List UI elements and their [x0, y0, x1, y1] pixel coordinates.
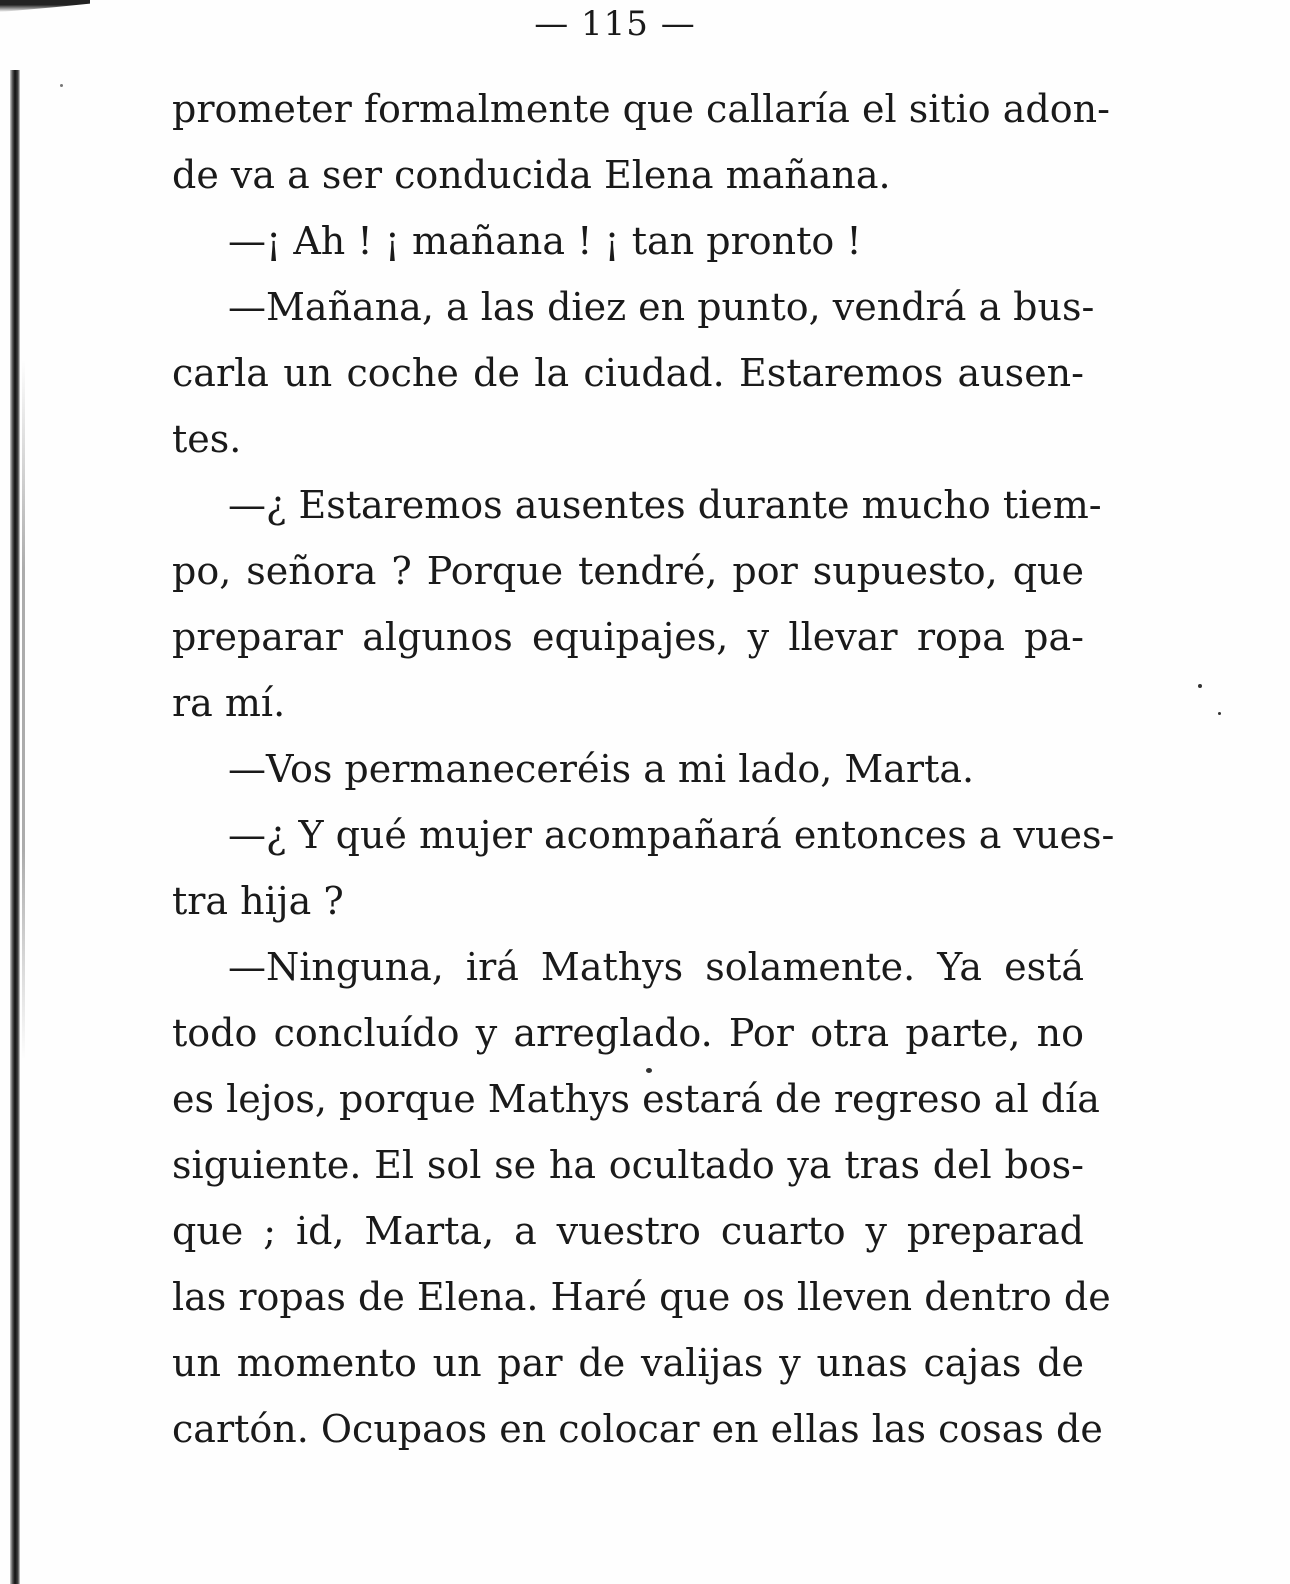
- text-line: carla un coche de la ciudad. Estaremos ausen-: [172, 351, 1084, 395]
- scan-speck: [60, 84, 63, 87]
- text-line: —Ninguna, irá Mathys solamente. Ya está: [228, 945, 1084, 989]
- text-line: tes.: [172, 417, 242, 461]
- text-line: po, señora ? Porque tendré, por supuesto, que: [172, 549, 1084, 593]
- text-line: es lejos, porque Mathys estará de regreso al día: [172, 1077, 1100, 1121]
- text-line: tra hija ?: [172, 879, 344, 923]
- page-number: — 115 —: [534, 4, 696, 44]
- text-line: un momento un par de valijas y unas cajas de: [172, 1341, 1084, 1385]
- scan-speck: [1198, 684, 1202, 688]
- text-line: todo concluído y arreglado. Por otra parte, no: [172, 1011, 1084, 1055]
- text-line: —¿ Y qué mujer acompañará entonces a vues-: [228, 813, 1115, 857]
- text-line: —¡ Ah ! ¡ mañana ! ¡ tan pronto !: [228, 219, 862, 263]
- scan-speck: [646, 1068, 652, 1073]
- text-line: siguiente. El sol se ha ocultado ya tras del bos-: [172, 1143, 1084, 1187]
- text-line: —¿ Estaremos ausentes durante mucho tiem-: [228, 483, 1102, 527]
- text-line: —Mañana, a las diez en punto, vendrá a bus-: [228, 285, 1095, 329]
- binding-shadow: [22, 360, 25, 1060]
- text-line: cartón. Ocupaos en colocar en ellas las cosas de: [172, 1407, 1103, 1451]
- text-line: ra mí.: [172, 681, 286, 725]
- text-line: preparar algunos equipajes, y llevar ropa pa-: [172, 615, 1084, 659]
- body-text: [172, 76, 1115, 1462]
- text-line: que ; id, Marta, a vuestro cuarto y preparad: [172, 1209, 1084, 1253]
- text-line: —Vos permaneceréis a mi lado, Marta.: [228, 747, 975, 791]
- binding-edge: [10, 70, 20, 1584]
- text-line: prometer formalmente que callaría el sitio adon-: [172, 87, 1110, 131]
- text-line: de va a ser conducida Elena mañana.: [172, 153, 891, 197]
- scan-speck: [1218, 712, 1221, 715]
- text-line: las ropas de Elena. Haré que os lleven dentro de: [172, 1275, 1111, 1319]
